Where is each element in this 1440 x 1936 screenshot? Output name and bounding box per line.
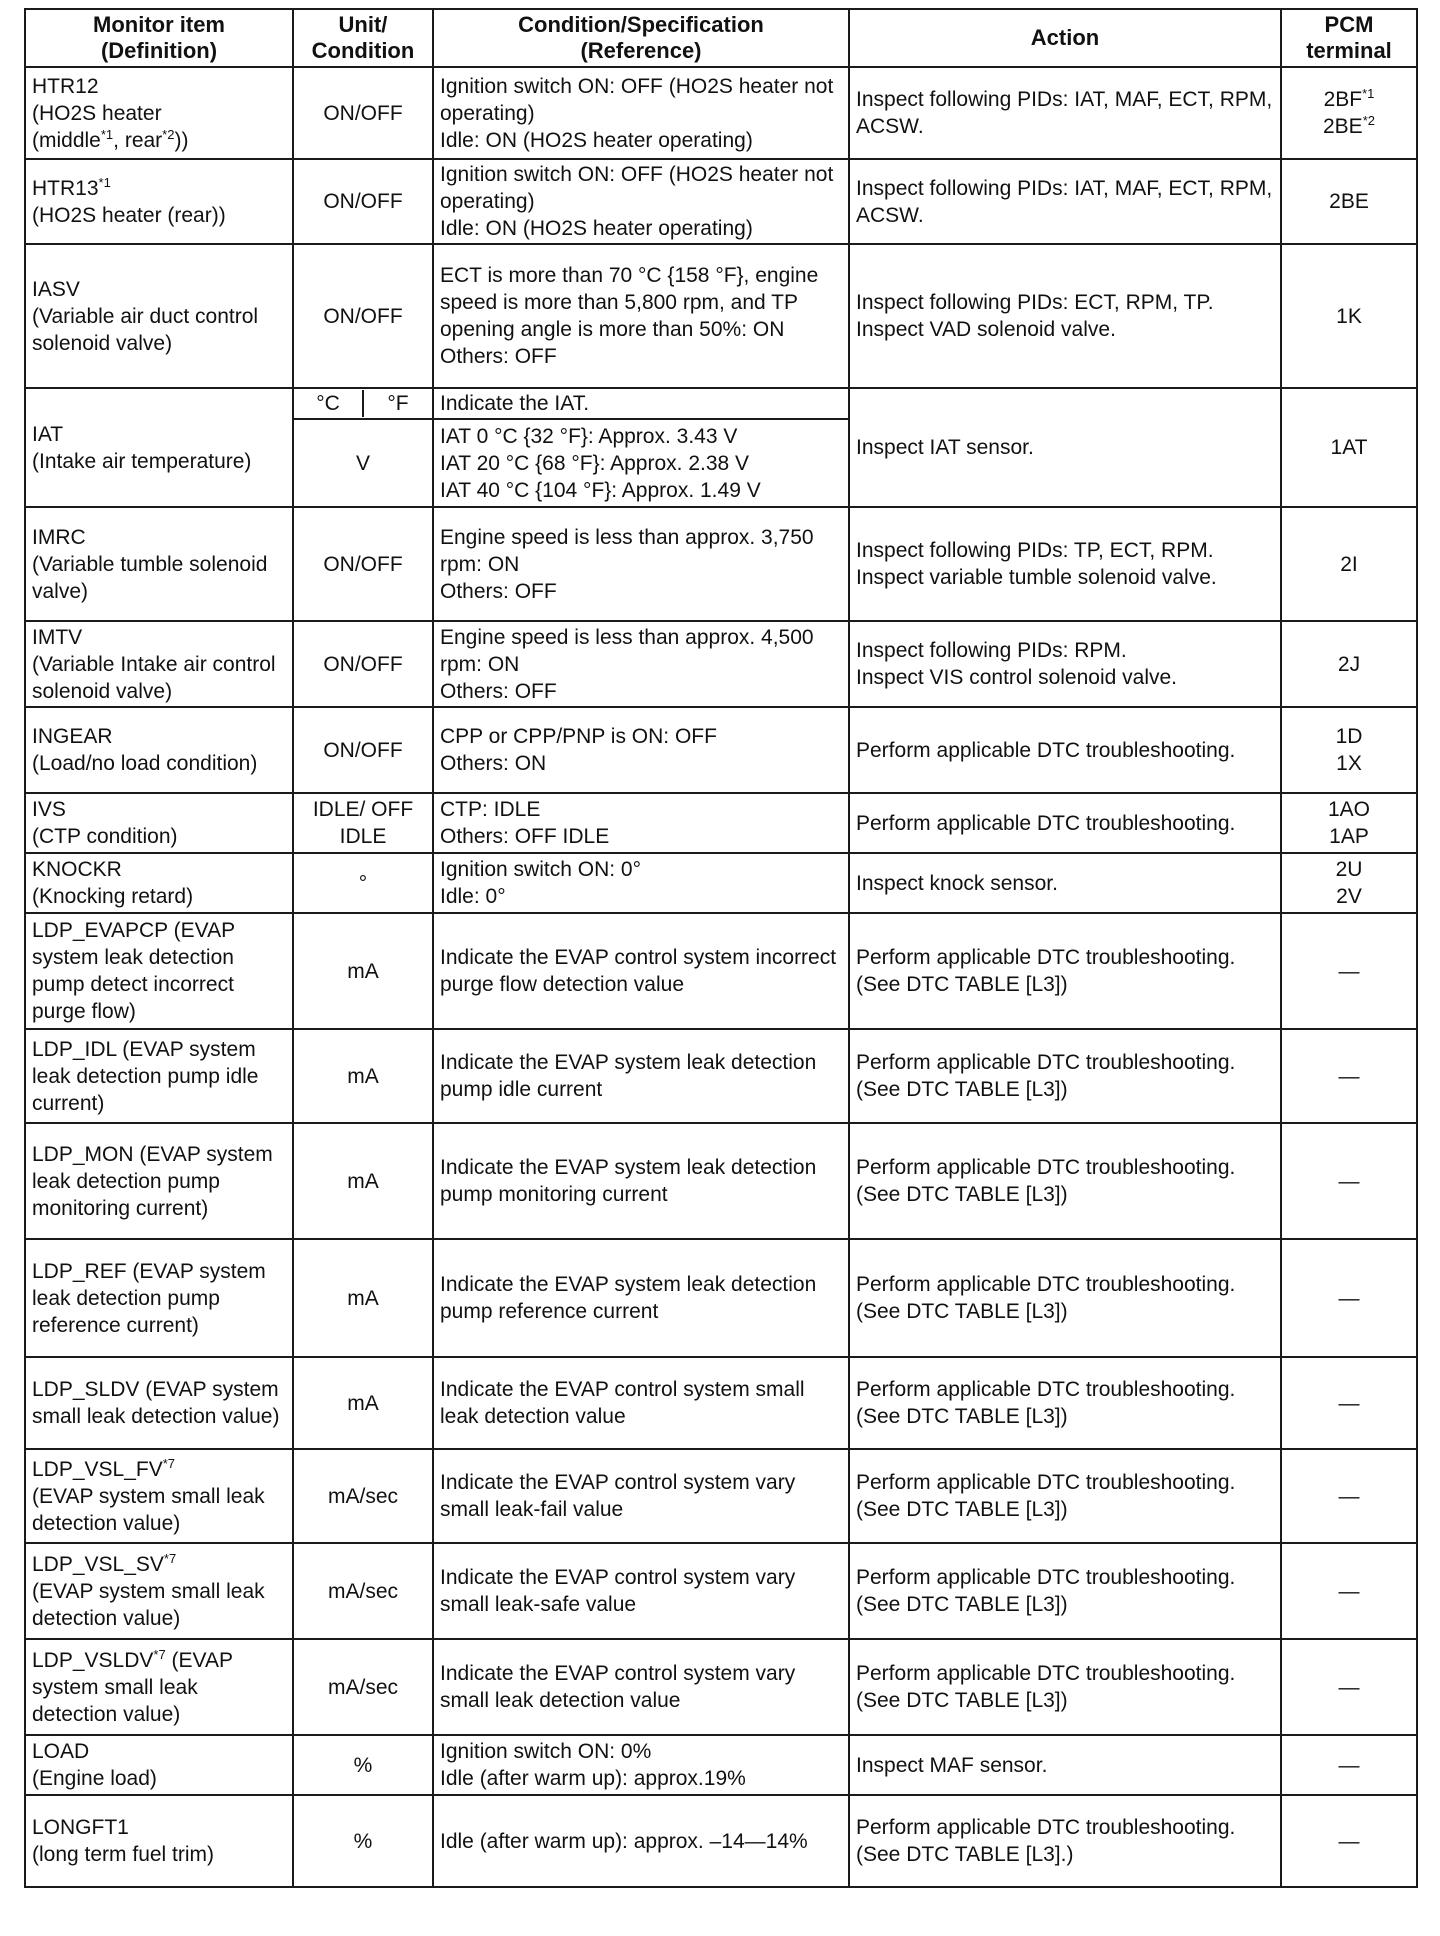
- condition-cell: Engine speed is less than approx. 4,500 rpm: ON Others: OFF: [433, 621, 849, 707]
- table-row-load: [25, 1735, 1417, 1795]
- pcm-terminal-cell: 2J: [1281, 621, 1417, 707]
- table-row-knockr: [25, 853, 1417, 913]
- unit-celsius: °C: [316, 392, 340, 415]
- header-pcm-terminal: PCM terminal: [1281, 9, 1417, 67]
- unit-cell: ON/OFF: [293, 159, 433, 244]
- header-monitor-item: Monitor item (Definition): [25, 9, 293, 67]
- table-row-imrc: [25, 507, 1417, 621]
- condition-cell: Indicate the EVAP control system vary small leak detection value: [433, 1639, 849, 1735]
- unit-cell: %: [293, 1795, 433, 1887]
- unit-cell: IDLE/ OFF IDLE: [293, 793, 433, 853]
- table-row-ldp-sldv: [25, 1357, 1417, 1449]
- table-row-iasv: [25, 244, 1417, 388]
- table-row-ldp-ref: [25, 1239, 1417, 1357]
- pcm-terminal-cell: —: [1281, 1795, 1417, 1887]
- unit-fahrenheit: °F: [362, 390, 432, 417]
- unit-cell-voltage: V: [293, 419, 433, 507]
- monitor-item-cell: IMTV (Variable Intake air control solenoid valve): [25, 621, 293, 707]
- pcm-terminal-cell: —: [1281, 1543, 1417, 1639]
- condition-cell: Indicate the EVAP control system small leak detection value: [433, 1357, 849, 1449]
- unit-cell: °: [293, 853, 433, 913]
- monitor-item-cell: HTR13$^{*1}$ (HO2S heater (rear)): [25, 159, 293, 244]
- pcm-terminal-cell: —: [1281, 913, 1417, 1029]
- monitor-item-cell: LDP_VSL_SV$^{*7}$ (EVAP system small leak detection value): [25, 1543, 293, 1639]
- action-cell: Inspect following PIDs: TP, ECT, RPM. Inspect variable tumble solenoid valve.: [849, 507, 1281, 621]
- header-row: [25, 9, 1417, 67]
- condition-cell: Indicate the EVAP system leak detection pump reference current: [433, 1239, 849, 1357]
- unit-cell: mA: [293, 1029, 433, 1123]
- condition-cell: CPP or CPP/PNP is ON: OFF Others: ON: [433, 707, 849, 793]
- unit-cell: mA/sec: [293, 1543, 433, 1639]
- action-cell: Inspect MAF sensor.: [849, 1735, 1281, 1795]
- monitor-item-cell: HTR12 (HO2S heater (middle$^{*1}$, rear$^{*2}$)): [25, 67, 293, 159]
- pcm-terminal-cell: —: [1281, 1239, 1417, 1357]
- monitor-item-cell: IAT (Intake air temperature): [25, 388, 293, 507]
- action-cell: Perform applicable DTC troubleshooting. (See DTC TABLE [L3]): [849, 1029, 1281, 1123]
- action-cell: Inspect following PIDs: IAT, MAF, ECT, RPM, ACSW.: [849, 159, 1281, 244]
- action-cell: Inspect following PIDs: RPM. Inspect VIS control solenoid valve.: [849, 621, 1281, 707]
- table-row-ldp-vsldv: [25, 1639, 1417, 1735]
- header-unit-condition: Unit/ Condition: [293, 9, 433, 67]
- monitor-item-cell: IASV (Variable air duct control solenoid valve): [25, 244, 293, 388]
- unit-cell-temperature: [293, 388, 433, 419]
- table-row-ldp-vsl-fv: [25, 1449, 1417, 1543]
- pcm-terminal-cell: 2BE: [1281, 159, 1417, 244]
- action-cell: Inspect IAT sensor.: [849, 388, 1281, 507]
- monitor-item-table: [24, 8, 1418, 1888]
- pcm-terminal-cell: —: [1281, 1357, 1417, 1449]
- table-row-ldp-mon: [25, 1123, 1417, 1239]
- monitor-item-cell: LDP_MON (EVAP system leak detection pump monitoring current): [25, 1123, 293, 1239]
- condition-cell: Idle (after warm up): approx. –14—14%: [433, 1795, 849, 1887]
- unit-cell: mA/sec: [293, 1449, 433, 1543]
- condition-cell: Indicate the EVAP control system vary small leak-safe value: [433, 1543, 849, 1639]
- pcm-terminal-cell: 1D 1X: [1281, 707, 1417, 793]
- condition-cell: Ignition switch ON: OFF (HO2S heater not operating) Idle: ON (HO2S heater operating): [433, 159, 849, 244]
- action-cell: Perform applicable DTC troubleshooting. (See DTC TABLE [L3]): [849, 1639, 1281, 1735]
- unit-cell: mA: [293, 1239, 433, 1357]
- header-condition-specification: Condition/Specification (Reference): [433, 9, 849, 67]
- table-row-imtv: [25, 621, 1417, 707]
- action-cell: Inspect following PIDs: ECT, RPM, TP. Inspect VAD solenoid valve.: [849, 244, 1281, 388]
- pcm-terminal-cell: —: [1281, 1123, 1417, 1239]
- table-row-longft1: [25, 1795, 1417, 1887]
- condition-cell: Indicate the IAT.: [433, 388, 849, 419]
- monitor-item-cell: LDP_SLDV (EVAP system small leak detection value): [25, 1357, 293, 1449]
- pcm-terminal-cell: 2BF$^{*1}$ 2BE$^{*2}$: [1281, 67, 1417, 159]
- table-row-ldp-evapcp: [25, 913, 1417, 1029]
- condition-cell: IAT 0 °C {32 °F}: Approx. 3.43 V IAT 20 °C {68 °F}: Approx. 2.38 V IAT 40 °C {104 °F}: Approx. 1.49 V: [433, 419, 849, 507]
- monitor-item-cell: LOAD (Engine load): [25, 1735, 293, 1795]
- table-row-ivs: [25, 793, 1417, 853]
- unit-cell: ON/OFF: [293, 244, 433, 388]
- unit-cell: mA: [293, 1123, 433, 1239]
- monitor-item-cell: IVS (CTP condition): [25, 793, 293, 853]
- unit-cell: mA: [293, 913, 433, 1029]
- condition-cell: Ignition switch ON: 0% Idle (after warm up): approx.19%: [433, 1735, 849, 1795]
- monitor-item-cell: LDP_VSL_FV$^{*7}$ (EVAP system small leak detection value): [25, 1449, 293, 1543]
- unit-cell: mA/sec: [293, 1639, 433, 1735]
- action-cell: Perform applicable DTC troubleshooting. (See DTC TABLE [L3]): [849, 1357, 1281, 1449]
- pcm-terminal-cell: —: [1281, 1029, 1417, 1123]
- condition-cell: Ignition switch ON: 0° Idle: 0°: [433, 853, 849, 913]
- condition-cell: CTP: IDLE Others: OFF IDLE: [433, 793, 849, 853]
- action-cell: Perform applicable DTC troubleshooting. (See DTC TABLE [L3].): [849, 1795, 1281, 1887]
- action-cell: Inspect knock sensor.: [849, 853, 1281, 913]
- table-row-ldp-idl: [25, 1029, 1417, 1123]
- unit-cell: ON/OFF: [293, 707, 433, 793]
- pcm-terminal-cell: 1AT: [1281, 388, 1417, 507]
- unit-cell: %: [293, 1735, 433, 1795]
- action-cell: Perform applicable DTC troubleshooting. (See DTC TABLE [L3]): [849, 1543, 1281, 1639]
- header-action: Action: [849, 9, 1281, 67]
- condition-cell: Indicate the EVAP system leak detection pump monitoring current: [433, 1123, 849, 1239]
- unit-cell: ON/OFF: [293, 507, 433, 621]
- monitor-item-cell: KNOCKR (Knocking retard): [25, 853, 293, 913]
- action-cell: Perform applicable DTC troubleshooting. (See DTC TABLE [L3]): [849, 913, 1281, 1029]
- pcm-terminal-cell: 2U 2V: [1281, 853, 1417, 913]
- table-row-ingear: [25, 707, 1417, 793]
- monitor-item-table-sheet: [24, 8, 1416, 1888]
- unit-cell: ON/OFF: [293, 621, 433, 707]
- table-row-ldp-vsl-sv: [25, 1543, 1417, 1639]
- action-cell: Perform applicable DTC troubleshooting. (See DTC TABLE [L3]): [849, 1449, 1281, 1543]
- monitor-item-cell: LDP_IDL (EVAP system leak detection pump idle current): [25, 1029, 293, 1123]
- action-cell: Perform applicable DTC troubleshooting.: [849, 793, 1281, 853]
- condition-cell: Indicate the EVAP control system incorrect purge flow detection value: [433, 913, 849, 1029]
- table-row-htr12: [25, 67, 1417, 159]
- pcm-terminal-cell: 1K: [1281, 244, 1417, 388]
- pcm-terminal-cell: —: [1281, 1639, 1417, 1735]
- table-row-iat: [25, 388, 1417, 419]
- monitor-item-cell: IMRC (Variable tumble solenoid valve): [25, 507, 293, 621]
- monitor-item-cell: LDP_EVAPCP (EVAP system leak detection pump detect incorrect purge flow): [25, 913, 293, 1029]
- monitor-item-cell: LDP_REF (EVAP system leak detection pump reference current): [25, 1239, 293, 1357]
- condition-cell: Engine speed is less than approx. 3,750 rpm: ON Others: OFF: [433, 507, 849, 621]
- pcm-terminal-cell: 2I: [1281, 507, 1417, 621]
- unit-cell: ON/OFF: [293, 67, 433, 159]
- pcm-terminal-cell: —: [1281, 1735, 1417, 1795]
- monitor-item-cell: LONGFT1 (long term fuel trim): [25, 1795, 293, 1887]
- table-row-htr13: [25, 159, 1417, 244]
- condition-cell: Indicate the EVAP system leak detection pump idle current: [433, 1029, 849, 1123]
- condition-cell: Indicate the EVAP control system vary small leak-fail value: [433, 1449, 849, 1543]
- action-cell: Perform applicable DTC troubleshooting. (See DTC TABLE [L3]): [849, 1239, 1281, 1357]
- monitor-item-cell: INGEAR (Load/no load condition): [25, 707, 293, 793]
- action-cell: Perform applicable DTC troubleshooting. (See DTC TABLE [L3]): [849, 1123, 1281, 1239]
- monitor-item-cell: LDP_VSLDV$^{*7}$ (EVAP system small leak detection value): [25, 1639, 293, 1735]
- action-cell: Inspect following PIDs: IAT, MAF, ECT, RPM, ACSW.: [849, 67, 1281, 159]
- condition-cell: Ignition switch ON: OFF (HO2S heater not operating) Idle: ON (HO2S heater operating): [433, 67, 849, 159]
- action-cell: Perform applicable DTC troubleshooting.: [849, 707, 1281, 793]
- pcm-terminal-cell: —: [1281, 1449, 1417, 1543]
- pcm-terminal-cell: 1AO 1AP: [1281, 793, 1417, 853]
- condition-cell: ECT is more than 70 °C {158 °F}, engine speed is more than 5,800 rpm, and TP opening angle is more than 50%: ON Others: OFF: [433, 244, 849, 388]
- unit-cell: mA: [293, 1357, 433, 1449]
